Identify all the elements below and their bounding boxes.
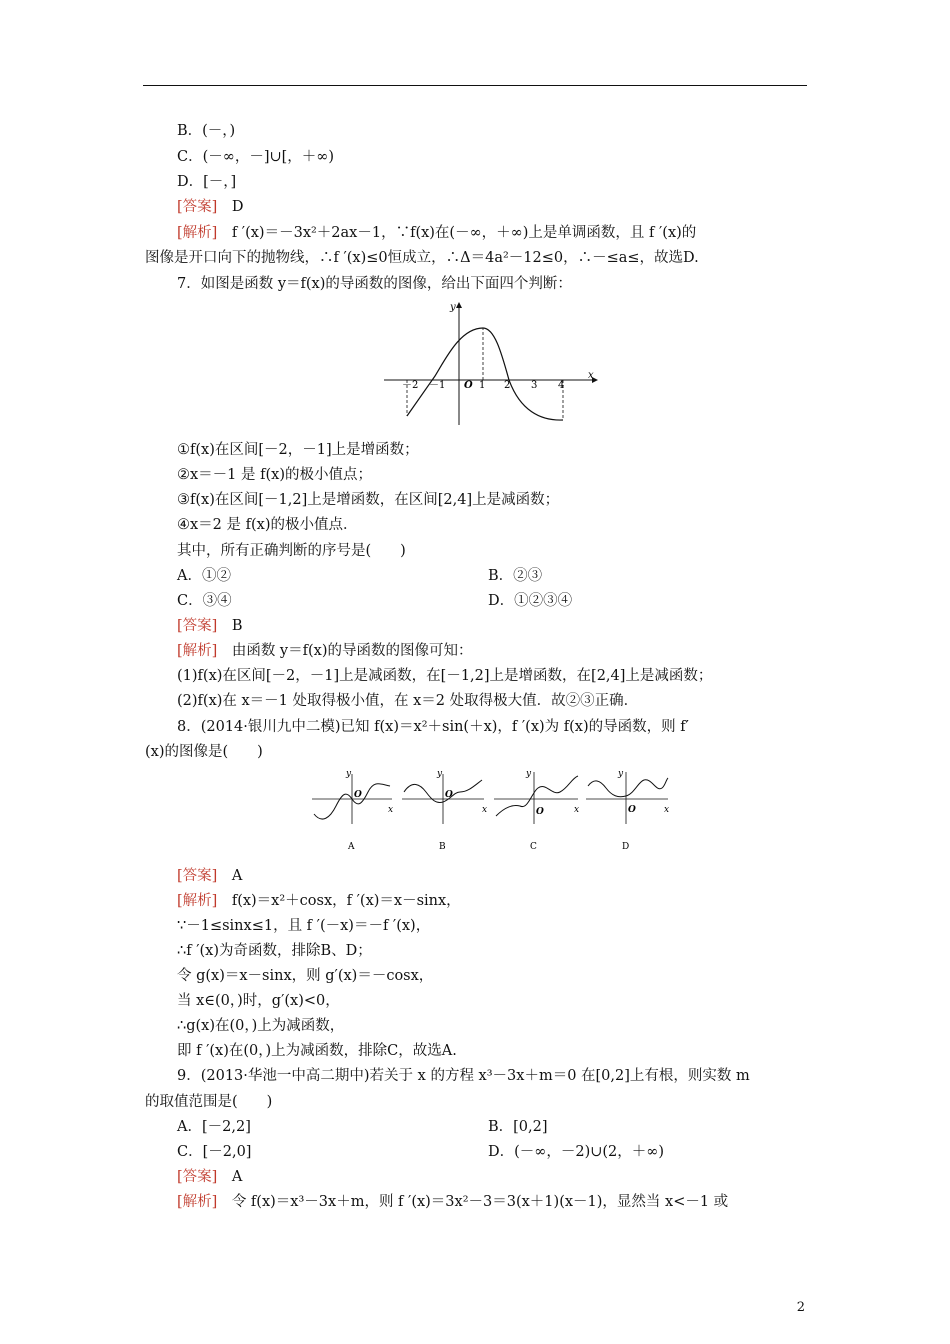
answer-6 [177, 197, 243, 217]
options-graphs-figure [308, 766, 673, 856]
analysis-8-line-7: 即 f ′(x)在(0，)上为减函数，排除C，故选A. [177, 1043, 457, 1059]
analysis-9 [177, 1192, 728, 1212]
answer-tag: [答案] [177, 199, 218, 215]
analysis-text: 令 f(x)＝x³－3x＋m，则 f ′(x)＝3x²－3＝3(x＋1)(x－1)，显然当 x<－1 或 [231, 1194, 729, 1210]
option-d: D．(－∞，－2)∪(2，＋∞) [488, 1144, 665, 1160]
analysis-text: f(x)＝x²＋cosx，f ′(x)＝x－sinx， [231, 893, 461, 909]
tick-label: 1 [479, 380, 486, 391]
analysis-7-point-1: (1)f(x)在区间[－2，－1]上是减函数，在[－1,2]上是增函数，在[2,4]上是减函数； [177, 668, 713, 684]
y-axis-label: y [618, 769, 624, 779]
tick-label: 4 [558, 380, 565, 391]
analysis-text: f ′(x)＝－3x²＋2ax－1，∵f(x)在(－∞，＋∞)上是单调函数，且 f ′(x)的 [231, 225, 697, 241]
y-axis-label: y [450, 302, 456, 313]
question-7-prompt: 其中，所有正确判断的序号是( ) [177, 543, 406, 559]
option-d: D．①②③④ [488, 593, 573, 609]
option-c: C．(－∞，－]∪[，＋∞) [177, 149, 335, 165]
derivative-graph-figure [380, 300, 605, 430]
statement-3: ③f(x)在区间[－1,2]上是增函数，在区间[2,4]上是减函数； [177, 492, 560, 508]
x-axis-label: x [482, 805, 488, 815]
option-b: B．②③ [488, 568, 543, 584]
y-axis-label: y [526, 769, 532, 779]
question-9: 9．(2013·华池一中高二期中)若关于 x 的方程 x³－3x＋m＝0 在[0,2]上有根，则实数 m [177, 1068, 750, 1084]
answer-value: B [231, 618, 243, 634]
graph-label: B [439, 842, 446, 852]
analysis-tag: [解析] [177, 643, 218, 659]
tick-label: 3 [531, 380, 538, 391]
graph-a [312, 769, 393, 852]
analysis-tag: [解析] [177, 893, 218, 909]
analysis-8-line-6: ∴g(x)在(0，)上为减函数， [177, 1018, 345, 1034]
answer-7 [177, 616, 242, 636]
analysis-6-cont: 图像是开口向下的抛物线，∴f ′(x)≤0恒成立，∴Δ＝4a²－12≤0，∴－≤a≤，故选D. [145, 250, 699, 266]
derivative-curve [407, 328, 563, 420]
tick-label: －1 [429, 380, 446, 391]
option-c: C．③④ [177, 593, 232, 609]
graph-c [494, 769, 579, 852]
origin-label: O [354, 790, 362, 800]
question-8: 8．(2014·银川九中二模)已知 f(x)＝x²＋sin(＋x)，f ′(x)为 f(x)的导函数，则 f′ [177, 719, 689, 735]
answer-9 [177, 1167, 242, 1187]
x-axis-label: x [574, 805, 580, 815]
statement-4: ④x＝2 是 f(x)的极小值点． [177, 517, 358, 533]
analysis-6 [177, 223, 696, 243]
graph-label: C [530, 842, 537, 852]
option-c: C．[－2,0] [177, 1144, 252, 1160]
tick-label: 2 [504, 380, 511, 391]
analysis-text: 由函数 y＝f(x)的导函数的图像可知： [231, 643, 473, 659]
analysis-tag: [解析] [177, 1194, 218, 1210]
analysis-tag: [解析] [177, 225, 218, 241]
question-9-cont: 的取值范围是( ) [145, 1094, 273, 1110]
origin-label: O [464, 380, 473, 391]
answer-tag: [答案] [177, 618, 218, 634]
analysis-8-line-2: ∵－1≤sinx≤1，且 f ′(－x)＝－f ′(x)， [177, 918, 431, 934]
header-rule [143, 85, 807, 86]
statement-1: ①f(x)在区间[－2，－1]上是增函数； [177, 442, 419, 458]
answer-value: A [231, 1169, 243, 1185]
question-7: 7．如图是函数 y＝f(x)的导函数的图像，给出下面四个判断： [177, 276, 572, 292]
analysis-7 [177, 641, 473, 661]
analysis-8-line-3: ∴f ′(x)为奇函数，排除B、D； [177, 943, 372, 959]
tick-label: －2 [402, 380, 419, 391]
answer-8 [177, 866, 242, 886]
answer-tag: [答案] [177, 1169, 218, 1185]
option-a: A．[－2,2] [177, 1119, 251, 1135]
x-axis-label: x [588, 370, 594, 381]
answer-tag: [答案] [177, 868, 218, 884]
y-axis-arrow [456, 302, 462, 308]
x-axis-label: x [664, 805, 670, 815]
page-number: 2 [796, 1300, 805, 1315]
curve [588, 778, 668, 797]
analysis-8-line-5: 当 x∈(0，)时，g′(x)<0， [177, 993, 340, 1009]
question-8-cont: (x)的图像是( ) [145, 744, 263, 760]
answer-value: D [231, 199, 244, 215]
origin-label: O [536, 807, 544, 817]
analysis-8 [177, 891, 461, 911]
answer-value: A [231, 868, 243, 884]
option-b: B．(－，) [177, 123, 236, 139]
x-axis-label: x [388, 805, 394, 815]
analysis-7-point-2: (2)f(x)在 x＝－1 处取得极小值，在 x＝2 处取得极大值．故②③正确． [177, 693, 639, 709]
origin-label: O [445, 790, 453, 800]
y-axis-label: y [346, 769, 352, 779]
graph-d [586, 769, 669, 852]
graph-b [402, 769, 487, 852]
statement-2: ②x＝－1 是 f(x)的极小值点； [177, 467, 372, 483]
graph-label: D [622, 842, 630, 852]
origin-label: O [628, 805, 636, 815]
option-a: A．①② [177, 568, 231, 584]
graph-label: A [348, 842, 355, 852]
analysis-8-line-4: 令 g(x)＝x－sinx，则 g′(x)＝－cosx， [177, 968, 434, 984]
option-b: B．[0,2] [488, 1119, 548, 1135]
option-d: D．[－，] [177, 174, 237, 190]
y-axis-label: y [437, 769, 443, 779]
